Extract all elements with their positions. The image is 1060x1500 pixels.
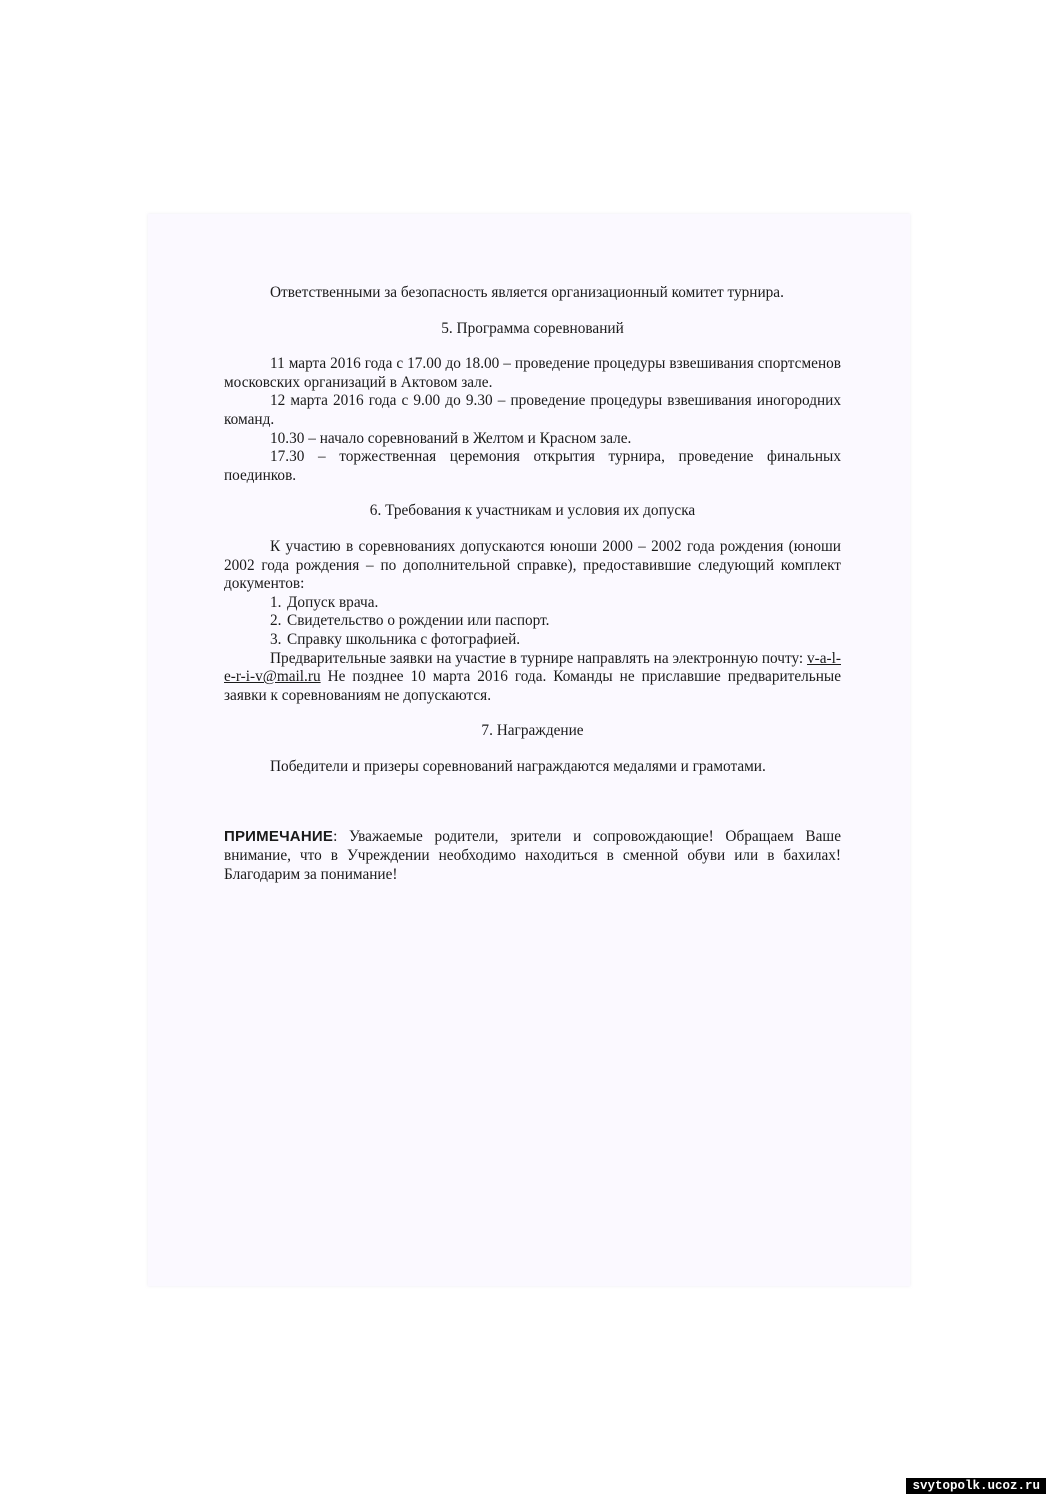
schedule-paragraph: 12 марта 2016 года с 9.00 до 9.30 – проведение процедуры взвешивания иногородних команд. xyxy=(224,392,841,428)
note-label: ПРИМЕЧАНИЕ xyxy=(224,828,334,846)
documents-list xyxy=(224,594,841,650)
list-item-number: 1. xyxy=(270,593,282,611)
note-text: : Уважаемые родители, зрители и сопровождающие! Обращаем Ваше внимание, что в Учреждении необходимо находиться в сменной обуви или в бахилах! Благодарим за понимание! xyxy=(224,828,841,883)
list-item-text: Свидетельство о рождении или паспорт. xyxy=(287,612,550,630)
schedule-paragraph: 10.30 – начало соревнований в Желтом и Красном зале. xyxy=(270,429,632,447)
list-item xyxy=(224,631,841,650)
site-watermark: svytopolk.ucoz.ru xyxy=(906,1478,1046,1494)
applications-text: Предварительные заявки на участие в турнире направлять на электронную почту: xyxy=(270,649,808,667)
list-item-number: 2. xyxy=(270,612,282,630)
list-item xyxy=(224,594,841,613)
list-item-text: Справку школьника с фотографией. xyxy=(287,630,521,648)
eligibility-paragraph: К участию в соревнованиях допускаются юноши 2000 – 2002 года рождения (юноши 2002 года рождения – по дополнительной справке), предоставившие следующий комплект документов: xyxy=(224,537,841,593)
list-item xyxy=(224,612,841,631)
section-5-heading: 5. Программа соревнований xyxy=(441,319,624,337)
applications-paragraph xyxy=(224,650,841,706)
security-paragraph: Ответственными за безопасность является организационный комитет турнира. xyxy=(270,284,784,301)
document-body xyxy=(224,284,841,884)
section-7-heading: 7. Награждение xyxy=(481,722,584,740)
awards-paragraph: Победители и призеры соревнований награждаются медалями и грамотами. xyxy=(270,757,766,775)
section-6-heading: 6. Требования к участникам и условия их допуска xyxy=(369,502,696,520)
applications-deadline-text: Не позднее 10 марта 2016 года. Команды не приславшие предварительные заявки к соревнованиям не допускаются. xyxy=(224,668,841,704)
schedule-paragraph: 11 марта 2016 года с 17.00 до 18.00 – проведение процедуры взвешивания спортсменов московских организаций в Актовом зале. xyxy=(224,355,841,391)
email-link[interactable]: v-a-l-e-r-i-v@mail.ru xyxy=(224,649,841,686)
list-item-text: Допуск врача. xyxy=(287,593,379,611)
note-paragraph xyxy=(224,828,841,884)
schedule-paragraph: 17.30 – торжественная церемония открытия турнира, проведение финальных поединков. xyxy=(224,448,841,484)
list-item-number: 3. xyxy=(270,630,282,648)
